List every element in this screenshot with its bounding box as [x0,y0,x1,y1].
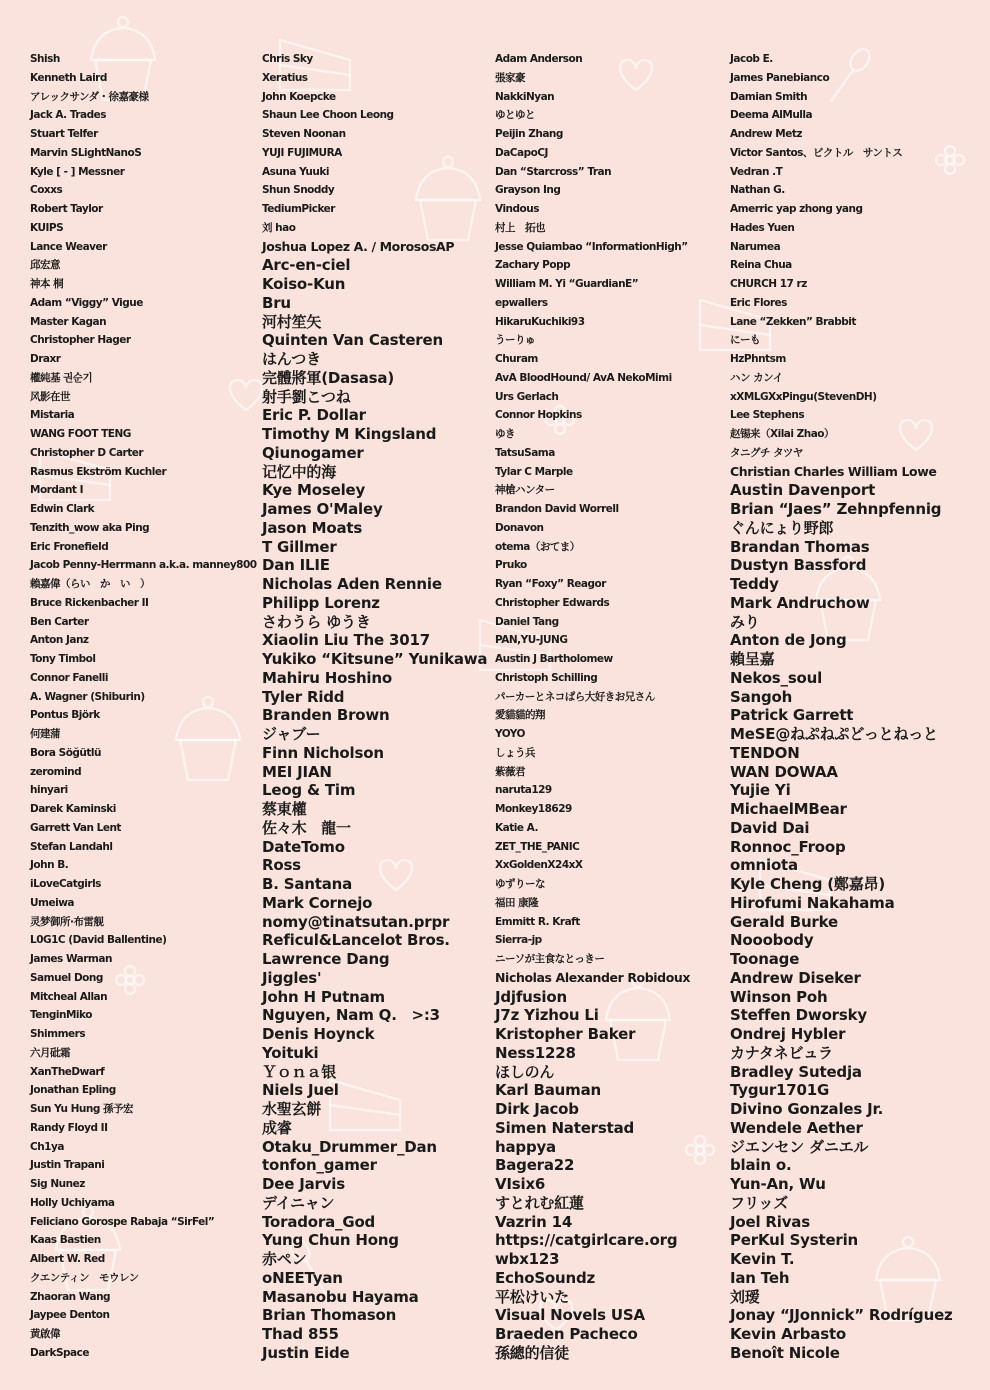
supporter-name: Coxxs [30,184,63,197]
supporter-name: Chris Sky [262,53,313,65]
supporter-name: Deema AlMulla [730,109,813,122]
supporter-name: https://catgirlcare.org [495,1231,678,1250]
supporter-name: うーりゅ [495,334,535,347]
supporter-name: Darek Kaminski [30,803,116,815]
supporter-name: カナタネビュラ [730,1043,833,1062]
supporter-name: Toradora_God [262,1212,376,1231]
supporter-name: Tyler Ridd [262,687,345,706]
supporter-name: 刘 hao [262,221,296,234]
supporter-name: Mistaria [30,409,75,422]
supporter-name: Jonathan Epling [30,1084,116,1097]
supporter-name: タニグチ タツヤ [730,446,803,459]
supporter-name: Samuel Dong [30,971,103,984]
supporter-name: Wendele Aether [730,1118,863,1137]
supporter-name: Justin Trapani [30,1159,105,1172]
supporter-name: 成睿 [262,1118,292,1137]
supporter-name: Ondrej Hybler [730,1025,846,1043]
supporter-name: YOYO [495,728,525,740]
supporter-name: A. Wagner (Shiburin) [30,690,145,703]
supporter-name: Yun-An, Wu [730,1175,826,1193]
supporter-name: 刘瑷 [730,1287,760,1306]
supporter-name: Qiunogamer [262,443,364,462]
supporter-name: Reficul&Lancelot Bros. [262,931,450,950]
supporter-name: Nathan G. [730,184,785,197]
supporter-name: Ｙｏｎａ银 [262,1062,337,1081]
supporter-name: 风影在世 [30,390,70,403]
supporter-name: しょう兵 [495,746,535,759]
supporter-name: Eric Flores [730,296,787,309]
supporter-name: Christopher D Carter [30,446,144,459]
supporter-name: Ross [262,856,301,875]
supporter-name: Visual Novels USA [495,1306,645,1325]
supporter-name: Koiso-Kun [262,275,346,293]
supporter-name: Eric Fronefield [30,540,109,553]
supporter-name: Zhaoran Wang [30,1290,111,1303]
supporter-name: TenginMiko [30,1009,92,1022]
supporter-name: Jesse Quiambao “InformationHigh” [495,240,688,253]
supporter-name: Yoituki [262,1043,319,1062]
supporter-name: nomy@tinatsutan.prpr [262,912,450,931]
supporter-name: Teddy [730,575,779,593]
supporter-name: EchoSoundz [495,1268,596,1287]
supporter-name: Ness1228 [495,1043,576,1062]
supporter-name: Asuna Yuuki [262,165,329,178]
supporter-name: Dee Jarvis [262,1175,345,1193]
supporter-name: HikaruKuchiki93 [495,315,585,328]
supporter-name: 佐々木 龍一 [262,818,351,837]
supporter-name: Otaku_Drummer_Dan [262,1137,437,1156]
supporter-name: Kevin T. [730,1250,795,1268]
supporter-name: Grayson Ing [495,184,561,197]
supporter-name: 紫薇君 [495,765,525,778]
supporter-name: xXMLGXxPingu(StevenDH) [730,390,877,403]
supporter-name: Philipp Lorenz [262,593,380,612]
supporter-name: ほしのん [495,1062,555,1081]
supporter-name: Joshua Lopez A. / MorososAP [262,238,455,254]
supporter-name: Adam Anderson [495,53,583,65]
supporter-name: 福田 康隆 [495,896,539,909]
supporter-name: Bruce Rickenbacher II [30,596,149,609]
supporter-name: DaCapoCJ [495,146,548,159]
supporter-name: Lane “Zekken” Brabbit [730,315,856,328]
supporter-name: Peijin Zhang [495,128,563,140]
supporter-name: Nekos_soul [730,668,823,687]
supporter-name: パーカーとネコぱら大好きお兄さん [495,690,655,703]
supporter-name: MichaelMBear [730,800,847,818]
supporter-name: otema（おてま） [495,540,580,553]
supporter-name: Kyle Cheng (鄭嘉昂) [730,875,885,893]
supporter-name: Dan ILIE [262,556,330,575]
name-column-3 [495,50,690,1363]
supporter-name: Mark Andruchow [730,593,870,612]
supporter-name: 愛貓貓的翔 [495,709,545,722]
supporter-name: Ronnoc_Froop [730,837,846,856]
supporter-name: Ben Carter [30,615,89,628]
supporter-name: Daniel Tang [495,615,559,628]
supporter-name: XxGoldenX24xX [495,859,583,872]
supporter-name: Arc-en-ciel [262,256,351,275]
supporter-name: Amerric yap zhong yang [730,203,863,215]
supporter-name: Winson Poh [730,987,828,1006]
supporter-name: John B. [30,859,69,872]
supporter-name: Sun Yu Hung 孫予宏 [30,1103,134,1115]
supporter-name: Dan “Starcross” Tran [495,165,612,178]
supporter-name: Adam “Viggy” Vigue [30,296,143,309]
supporter-name: 邱宏意 [30,259,60,272]
supporter-name: Branden Brown [262,706,390,725]
supporter-name: XanTheDwarf [30,1065,105,1078]
supporter-name: TediumPicker [262,203,335,215]
supporter-name: Rasmus Ekström Kuchler [30,465,167,478]
supporter-name: Tenzith_wow aka Ping [30,521,150,534]
supporter-name: Yukiko “Kitsune” Yunikawa [262,650,488,668]
supporter-name: Holly Uchiyama [30,1196,115,1209]
supporter-name: Umeiwa [30,896,74,909]
supporter-name: John Koepcke [262,90,336,103]
supporter-name: Vedran .T [730,165,783,178]
supporter-name: Andrew Metz [730,128,802,140]
supporter-name: 六月砒霜 [30,1046,70,1059]
supporter-name: Kristopher Baker [495,1025,636,1043]
supporter-name: Ch1ya [30,1140,64,1153]
supporter-name: Shish [30,53,60,65]
supporter-name: Denis Hoynck [262,1025,375,1043]
supporter-name: Dirk Jacob [495,1100,579,1118]
supporter-name: Vindous [495,203,539,215]
supporter-name: B. Santana [262,875,353,893]
supporter-name: Patrick Garrett [730,706,854,725]
supporter-name: zeromind [30,765,82,778]
supporter-name: Steven Noonan [262,128,346,140]
supporter-name: Yung Chun Hong [262,1231,399,1250]
supporter-name: David Dai [730,818,810,837]
supporter-name: Pontus Björk [30,709,100,722]
supporter-name: Edwin Clark [30,503,95,515]
supporter-name: KUIPS [30,221,64,234]
supporter-name: naruta129 [495,784,552,797]
supporter-name: Kye Moseley [262,481,366,500]
supporter-name: Bradley Sutedja [730,1062,862,1081]
supporter-name: Feliciano Gorospe Rabaja “SirFel” [30,1215,215,1228]
supporter-name: WANG FOOT TENG [30,428,131,440]
supporter-name: 賴嘉偉（らい か い ） [30,578,150,590]
supporter-name: Randy Floyd II [30,1121,108,1134]
supporter-name: AvA BloodHound/ AvA NekoMimi [495,371,672,384]
supporter-name: happya [495,1137,556,1156]
supporter-name: 灵梦御所·布雷舰 [30,915,104,928]
supporter-name: Yujie Yi [730,781,791,800]
supporter-name: Shimmers [30,1028,86,1040]
name-column-4 [730,50,953,1363]
supporter-name: Draxr [30,353,61,365]
supporter-name: YUJI FUJIMURA [262,146,342,159]
supporter-name: omniota [730,856,798,875]
supporter-name: Pruko [495,559,527,572]
supporter-name: Kenneth Laird [30,71,107,84]
supporter-name: 赤ペン [262,1250,307,1268]
supporter-name: Bora Söğütlü [30,746,101,759]
supporter-name: 神本 桐 [30,278,64,290]
supporter-name: Reina Chua [730,259,792,272]
name-column-2 [262,50,487,1363]
supporter-name: Garrett Van Lent [30,821,121,834]
supporter-name: Lee Stephens [730,409,805,422]
supporter-name: epwallers [495,296,548,309]
supporter-name: Robert Taylor [30,203,103,215]
supporter-name: Ian Teh [730,1268,790,1287]
supporter-name: デイニャン [262,1193,335,1212]
supporter-name: Shun Snoddy [262,184,335,197]
supporter-name: Ryan “Foxy” Reagor [495,578,606,590]
supporter-name: ハン カンイ [730,371,783,384]
supporter-name: Monkey18629 [495,803,572,815]
supporter-name: Zachary Popp [495,259,571,272]
supporter-name: Brian “Jaes” Zehnpfennig [730,500,942,518]
supporter-name: TENDON [730,743,800,762]
supporter-name: J7z Yizhou Li [495,1006,599,1025]
supporter-name: Mitcheal Allan [30,990,108,1003]
supporter-name: blain o. [730,1156,792,1175]
supporter-name: Vazrin 14 [495,1212,573,1231]
supporter-name: 孫總的信徒 [495,1343,570,1362]
supporter-name: Brandon David Worrell [495,503,619,515]
supporter-name: Joel Rivas [730,1212,810,1231]
supporter-name: Austin J Bartholomew [495,653,613,665]
supporter-name: HzPhntsm [730,353,786,365]
supporter-name: Sierra-jp [495,934,542,947]
supporter-name: Tylar C Marple [495,465,573,478]
name-column-1 [30,50,257,1363]
supporter-name: PerKul Systerin [730,1231,859,1250]
supporter-name: Tony Timbol [30,653,96,665]
supporter-name: MeSE@ねぷねぷどっとねっと [730,725,938,743]
supporter-name: 黄啟偉 [30,1328,60,1340]
supporter-name: Brian Thomason [262,1306,397,1325]
supporter-name: ゆとゆと [495,109,535,122]
supporter-name: Kaas Bastien [30,1234,101,1247]
supporter-name: Mark Cornejo [262,893,373,912]
supporter-name: Christoph Schilling [495,671,598,684]
supporter-name: Katie A. [495,821,538,834]
supporter-name: Damian Smith [730,90,808,103]
supporter-name: VIsix6 [495,1175,546,1193]
supporter-name: ジエンセン ダニエル [730,1137,869,1156]
supporter-name: James Panebianco [730,71,830,84]
supporter-name: Urs Gerlach [495,390,559,403]
supporter-name: Narumea [730,240,781,253]
supporter-name: ZET_THE_PANIC [495,840,580,853]
supporter-name: Nicholas Alexander Robidoux [495,969,691,985]
supporter-name: MEI JIAN [262,762,332,781]
supporter-name: Lance Weaver [30,240,107,253]
supporter-name: Jacob Penny-Herrmann a.k.a. manney800 [30,559,257,572]
supporter-name: Nguyen, Nam Q. >:3 [262,1006,440,1025]
supporter-name: WAN DOWAA [730,762,838,781]
supporter-name: Donavon [495,521,544,534]
supporter-name: 水聖玄餅 [262,1100,322,1118]
supporter-name: ぐんにょり野郎 [730,518,834,537]
supporter-name: Xeratius [262,71,308,84]
supporter-name: Connor Hopkins [495,409,582,422]
supporter-name: Anton de Jong [730,631,847,650]
supporter-name: DarkSpace [30,1346,89,1359]
supporter-name: 神槍ハンター [495,484,555,497]
supporter-name: さわうら ゆうき [262,612,371,631]
supporter-name: Xiaolin Liu The 3017 [262,631,430,650]
supporter-name: Christopher Edwards [495,596,610,609]
supporter-name: 蔡東權 [262,800,307,818]
supporter-name: NakkiNyan [495,90,555,103]
supporter-name: Connor Fanelli [30,671,108,684]
supporter-name: Justin Eide [262,1343,350,1362]
supporter-name: Hirofumi Nakahama [730,893,895,912]
supporter-name: Leog & Tim [262,781,356,800]
supporter-name: Hades Yuen [730,221,795,234]
supporter-name: TatsuSama [495,446,555,459]
supporter-name: Kevin Arbasto [730,1325,847,1343]
supporter-name: 赵锡来（Xilai Zhao） [730,428,835,440]
supporter-name: すとれむ紅蓮 [495,1193,584,1212]
supporter-name: みり [730,612,760,631]
supporter-name: Andrew Diseker [730,968,861,987]
supporter-name: Bru [262,293,291,312]
supporter-name: Bagera22 [495,1156,575,1175]
supporter-name: wbx123 [495,1250,560,1268]
supporter-name: Gerald Burke [730,912,838,931]
supporter-name: Stefan Landahl [30,840,113,853]
supporter-name: 射手劉こつね [262,387,351,406]
supporter-name: Benoît Nicole [730,1343,840,1362]
supporter-name: Steffen Dworsky [730,1006,867,1025]
supporter-name: Tygur1701G [730,1081,830,1100]
supporter-name: Quinten Van Casteren [262,331,443,350]
supporter-name: Austin Davenport [730,481,876,500]
supporter-name: hinyari [30,784,68,797]
supporter-name: にーも [730,334,760,347]
supporter-name: 張家豪 [495,71,525,84]
supporter-name: クエンティン モウレン [30,1271,139,1284]
supporter-name: Anton Janz [30,634,89,647]
supporter-name: John H Putnam [262,987,385,1006]
supporter-name: Lawrence Dang [262,950,390,968]
supporter-name: Mordant I [30,484,83,497]
supporter-name: Churam [495,353,538,365]
supporter-name: Master Kagan [30,315,107,328]
supporter-name: Albert W. Red [30,1253,105,1265]
supporter-name: フリッズ [730,1193,789,1212]
supporter-name: oNEETyan [262,1268,343,1287]
supporter-name: Stuart Telfer [30,128,98,140]
supporter-name: Niels Juel [262,1081,339,1100]
supporter-name: Simen Naterstad [495,1118,635,1137]
supporter-name: アレックサンダ・徐嘉豪様 [30,90,149,103]
supporter-name: Thad 855 [262,1325,339,1343]
supporter-name: 賴呈嘉 [730,650,775,668]
supporter-name: Karl Bauman [495,1081,601,1100]
supporter-name: Nooobody [730,931,814,950]
supporter-name: Eric P. Dollar [262,406,366,425]
supporter-name: James Warman [30,953,112,965]
supporter-name: James O'Maley [262,500,383,518]
supporter-name: CHURCH 17 rz [730,278,807,290]
supporter-name: iLoveCatgirls [30,878,101,890]
supporter-name: tonfon_gamer [262,1156,377,1175]
supporter-name: Sangoh [730,687,793,706]
supporter-name: 村上 拓也 [495,221,545,234]
supporter-name: Shaun Lee Choon Leong [262,109,394,122]
supporter-name: はんつき [262,350,321,368]
supporter-name: Christian Charles William Lowe [730,463,937,479]
supporter-name: 權純基 권순기 [30,371,93,384]
supporter-name: William M. Yi “GuardianE” [495,278,639,290]
supporter-name: 完體將軍(Dasasa) [262,368,394,387]
supporter-name: Sig Nunez [30,1178,85,1190]
supporter-name: ゆずりーな [495,878,545,890]
supporter-name: 平松けいた [495,1287,570,1306]
supporter-name: 河村笙矢 [262,312,322,331]
supporter-name: ゆき [495,428,515,440]
supporter-name: Marvin SLightNanoS [30,146,142,159]
supporter-name: Emmitt R. Kraft [495,915,580,928]
supporter-name: Masanobu Hayama [262,1287,419,1306]
supporter-name: ジャブー [262,725,321,743]
supporter-name: Jaypee Denton [30,1309,110,1322]
supporter-name: 记忆中的海 [262,462,337,481]
supporter-name: Braeden Pacheco [495,1325,638,1343]
supporter-name: Christopher Hager [30,334,131,347]
supporter-name: PAN,YU-JUNG [495,634,568,647]
supporter-name: DateTomo [262,837,345,856]
supporter-name: Jonay “JJonnick” Rodríguez [730,1306,953,1325]
supporter-name: Timothy M Kingsland [262,425,437,443]
supporter-name: Mahiru Hoshino [262,668,392,687]
supporter-name: Finn Nicholson [262,743,384,762]
supporter-name: Kyle [ - ] Messner [30,165,125,178]
supporter-name: Jason Moats [262,518,363,537]
supporter-name: L0G1C (David Ballentine) [30,934,167,947]
supporter-name-list [0,50,990,1370]
supporter-name: Dustyn Bassford [730,556,867,575]
supporter-name: Victor Santos、ビクトル サントス [730,146,903,159]
supporter-name: Divino Gonzales Jr. [730,1100,884,1118]
supporter-name: ニーソが主食なとっきー [495,953,605,965]
supporter-name: T Gillmer [262,537,337,556]
supporter-name: Jack A. Trades [30,109,106,122]
supporter-name: Jacob E. [730,53,773,65]
supporter-name: Toonage [730,950,800,968]
supporter-name: Brandan Thomas [730,537,870,556]
supporter-name: Nicholas Aden Rennie [262,575,442,593]
supporter-name: 何建蒲 [30,728,60,740]
supporter-name: Jiggles' [262,968,322,987]
supporter-name: Jdjfusion [495,987,567,1006]
